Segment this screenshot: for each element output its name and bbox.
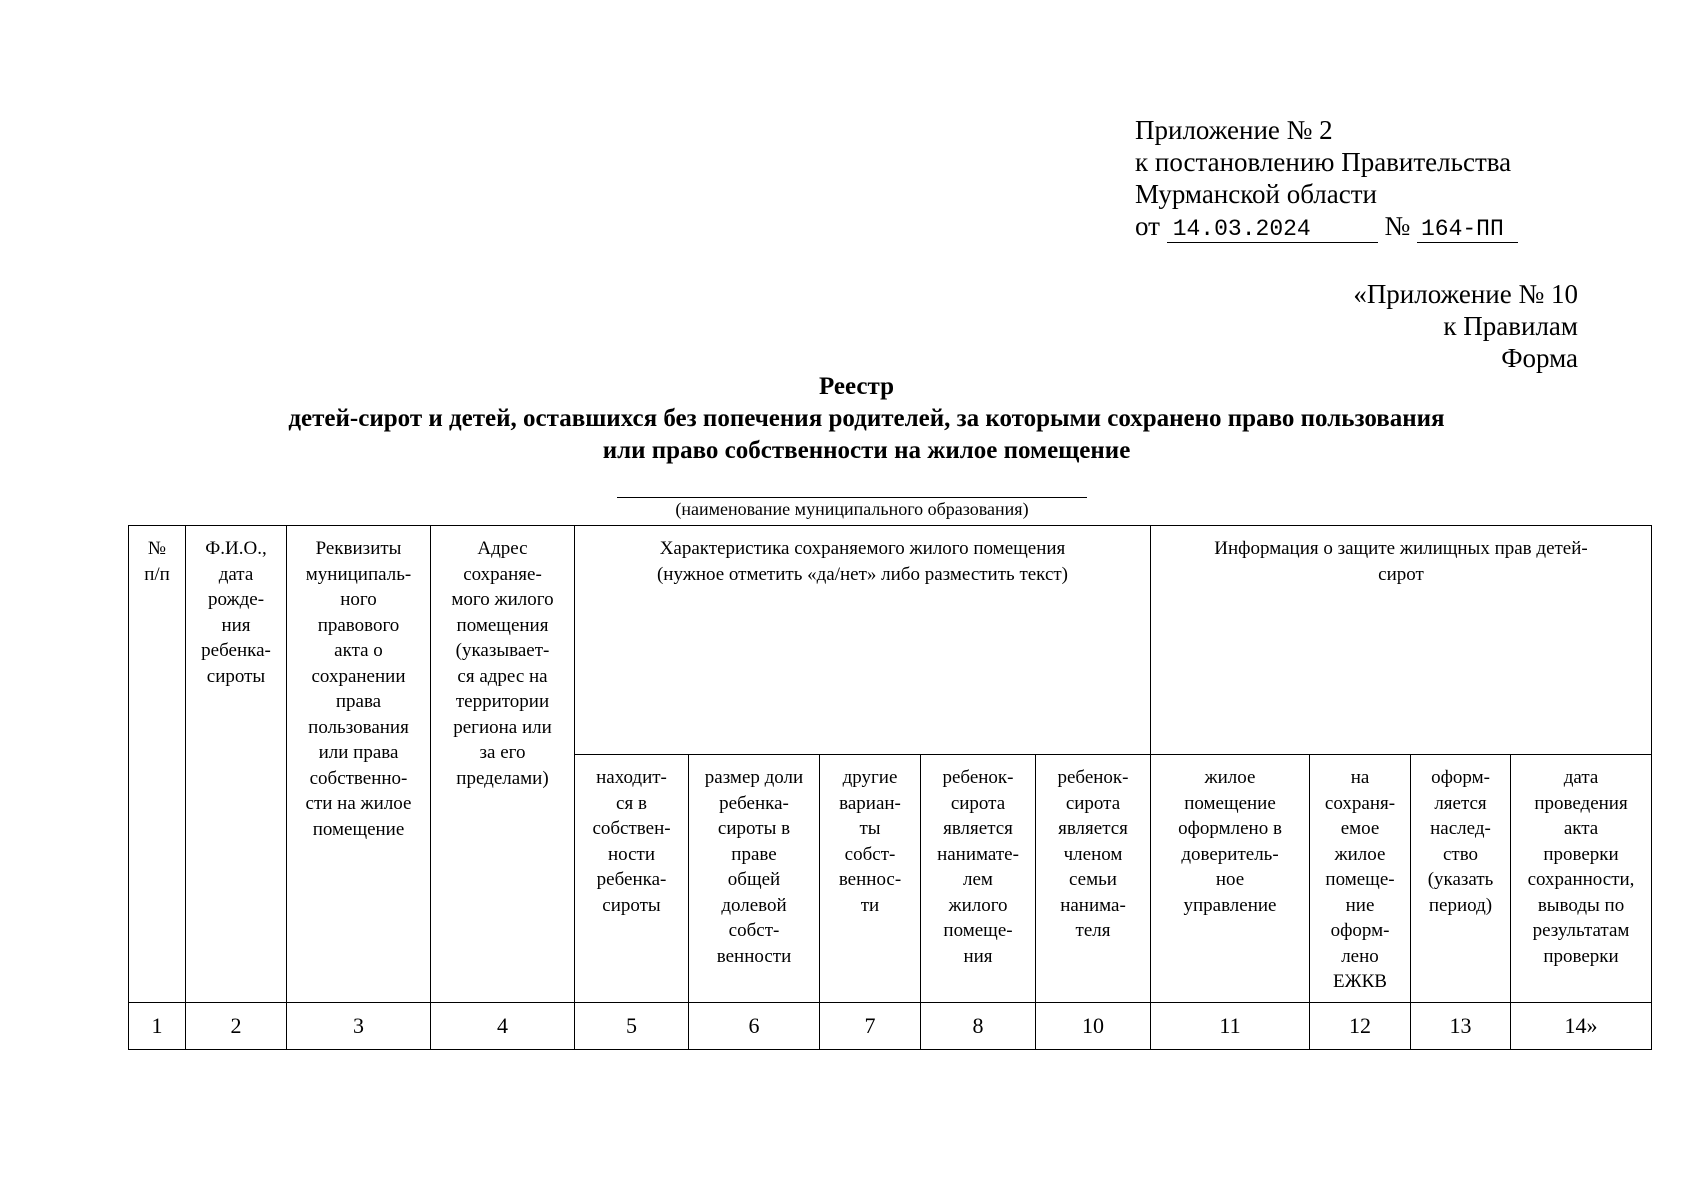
subheader-trust-management: жилое помещение оформлено в доверитель- ное управление	[1151, 755, 1310, 1003]
subheader-inheritance: оформ- ляется наслед- ство (указать период)	[1411, 755, 1511, 1003]
header-row	[129, 526, 1652, 755]
column-number: 6	[689, 1003, 820, 1050]
column-number: 5	[575, 1003, 689, 1050]
header-housing-characteristics: Характеристика сохраняемого жилого помещения (нужное отметить «да/нет» либо разместить текст)	[575, 526, 1151, 755]
column-number: 13	[1411, 1003, 1511, 1050]
subheader-family-member: ребенок- сирота является членом семьи нанима- теля	[1036, 755, 1151, 1003]
annex10-header	[1353, 278, 1578, 374]
annex10-form: Форма	[1501, 343, 1578, 373]
column-number: 12	[1310, 1003, 1411, 1050]
number-label: №	[1384, 211, 1411, 241]
subheader-inspection: дата проведения акта проверки сохранности, выводы по результатам проверки	[1511, 755, 1652, 1003]
decree-date: 14.03.2024	[1167, 216, 1378, 243]
appendix-title: Приложение № 2	[1135, 115, 1333, 145]
municipality-label: (наименование муниципального образования)	[675, 499, 1029, 519]
title-line-3: или право собственности на жилое помещение	[602, 437, 1131, 464]
column-number: 4	[431, 1003, 575, 1050]
column-numbers-row	[129, 1003, 1652, 1050]
subheader-ezhkv: на сохраня- емое жилое помеще- ние оформ- лено ЕЖКВ	[1310, 755, 1411, 1003]
subheader-other-ownership: другие вариан- ты собст- веннос- ти	[820, 755, 921, 1003]
title-line-1: Реестр	[818, 373, 895, 400]
column-number: 11	[1151, 1003, 1310, 1050]
registry-table	[128, 525, 1652, 1050]
column-number: 2	[186, 1003, 287, 1050]
header-number: № п/п	[129, 526, 186, 1003]
annex10-title: «Приложение № 10	[1353, 279, 1578, 309]
subheader-owned: находит- ся в собствен- ности ребенка- сироты	[575, 755, 689, 1003]
from-label: от	[1135, 211, 1160, 241]
column-number: 3	[287, 1003, 431, 1050]
header-address: Адрес сохраняе- мого жилого помещения (указывает- ся адрес на территории региона или за его пределами)	[431, 526, 575, 1003]
header-act-details: Реквизиты муниципаль- ного правового акта о сохранении права пользования или права собственно- сти на жилое помещение	[287, 526, 431, 1003]
column-number: 1	[129, 1003, 186, 1050]
appendix-decree-line: к постановлению Правительства	[1135, 147, 1512, 177]
appendix-date-number-line	[1135, 210, 1518, 243]
header-name-birthdate: Ф.И.О., дата рожде- ния ребенка- сироты	[186, 526, 287, 1003]
subheader-share-size: размер доли ребенка- сироты в праве общей долевой собст- венности	[689, 755, 820, 1003]
municipality-underline	[617, 497, 1087, 498]
column-number: 14»	[1511, 1003, 1652, 1050]
column-number: 7	[820, 1003, 921, 1050]
document-title	[0, 371, 1699, 467]
column-number: 8	[921, 1003, 1036, 1050]
column-number: 10	[1036, 1003, 1151, 1050]
header-rights-protection: Информация о защите жилищных прав детей- сирот	[1151, 526, 1652, 755]
title-line-2: детей-сирот и детей, оставшихся без попечения родителей, за которыми сохранено право пользования	[288, 405, 1445, 432]
appendix-header	[1135, 114, 1518, 243]
decree-number: 164-ПП	[1417, 216, 1518, 243]
subheader-tenant: ребенок- сирота является нанимате- лем жилого помеще- ния	[921, 755, 1036, 1003]
annex10-rules: к Правилам	[1443, 311, 1578, 341]
appendix-region-line: Мурманской области	[1135, 179, 1377, 209]
